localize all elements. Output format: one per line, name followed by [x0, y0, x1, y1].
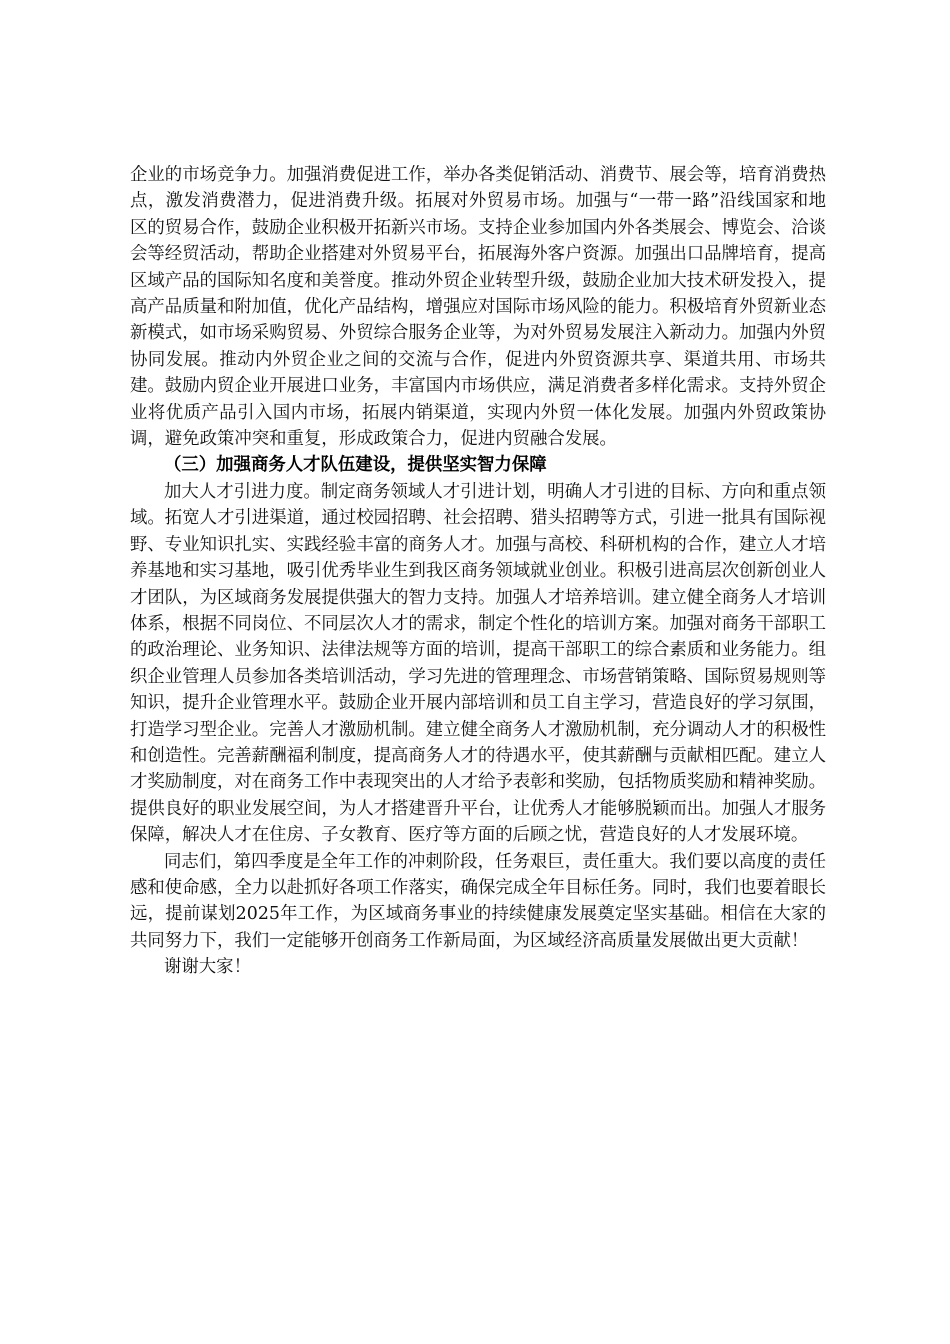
- paragraph-conclusion: 同志们，第四季度是全年工作的冲刺阶段，任务艰巨，责任重大。我们要以高度的责任感和使命感，全力以赴抓好各项工作落实，确保完成全年目标任务。同时，我们也要着眼长远，提前谋划2025年工作，为区域商务事业的持续健康发展奠定坚实基础。相信在大家的共同努力下，我们一定能够开创商务工作新局面，为区域经济高质量发展做出更大贡献！: [130, 851, 826, 951]
- paragraph-talent-team: 加大人才引进力度。制定商务领域人才引进计划，明确人才引进的目标、方向和重点领域。拓宽人才引进渠道，通过校园招聘、社会招聘、猎头招聘等方式，引进一批具有国际视野、专业知识扎实、实践经验丰富的商务人才。加强与高校、科研机构的合作，建立人才培养基地和实习基地，吸引优秀毕业生到我区商务领域就业创业。积极引进高层次创新创业人才团队，为区域商务发展提供强大的智力支持。加强人才培养培训。建立健全商务人才培训体系，根据不同岗位、不同层次人才的需求，制定个性化的培训方案。加强对商务干部职工的政治理论、业务知识、法律法规等方面的培训，提高干部职工的综合素质和业务能力。组织企业管理人员参加各类培训活动，学习先进的管理理念、市场营销策略、国际贸易规则等知识，提升企业管理水平。鼓励企业开展内部培训和员工自主学习，营造良好的学习氛围，打造学习型企业。完善人才激励机制。建立健全商务人才激励机制，充分调动人才的积极性和创造性。完善薪酬福利制度，提高商务人才的待遇水平，使其薪酬与贡献相匹配。建立人才奖励制度，对在商务工作中表现突出的人才给予表彰和奖励，包括物质奖励和精神奖励。提供良好的职业发展空间，为人才搭建晋升平台，让优秀人才能够脱颖而出。加强人才服务保障，解决人才在住房、子女教育、医疗等方面的后顾之忧，营造良好的人才发展环境。: [130, 481, 826, 846]
- document-page: [130, 162, 826, 981]
- closing-thanks: 谢谢大家！: [164, 957, 251, 978]
- paragraph-trade-development: 企业的市场竞争力。加强消费促进工作，举办各类促销活动、消费节、展会等，培育消费热点，激发消费潜力，促进消费升级。拓展对外贸易市场。加强与“一带一路”沿线国家和地区的贸易合作，鼓励企业积极开拓新兴市场。支持企业参加国内外各类展会、博览会、洽谈会等经贸活动，帮助企业搭建对外贸易平台，拓展海外客户资源。加强出口品牌培育，提高区域产品的国际知名度和美誉度。推动外贸企业转型升级，鼓励企业加大技术研发投入，提高产品质量和附加值，优化产品结构，增强应对国际市场风险的能力。积极培育外贸新业态新模式，如市场采购贸易、外贸综合服务企业等，为对外贸易发展注入新动力。加强内外贸协同发展。推动内外贸企业之间的交流与合作，促进内外贸资源共享、渠道共用、市场共建。鼓励内贸企业开展进口业务，丰富国内市场供应，满足消费者多样化需求。支持外贸企业将优质产品引入国内市场，拓展内销渠道，实现内外贸一体化发展。加强内外贸政策协调，避免政策冲突和重复，形成政策合力，促进内贸融合发展。: [130, 165, 826, 450]
- section-heading-talent: （三）加强商务人才队伍建设，提供坚实智力保障: [164, 455, 547, 476]
